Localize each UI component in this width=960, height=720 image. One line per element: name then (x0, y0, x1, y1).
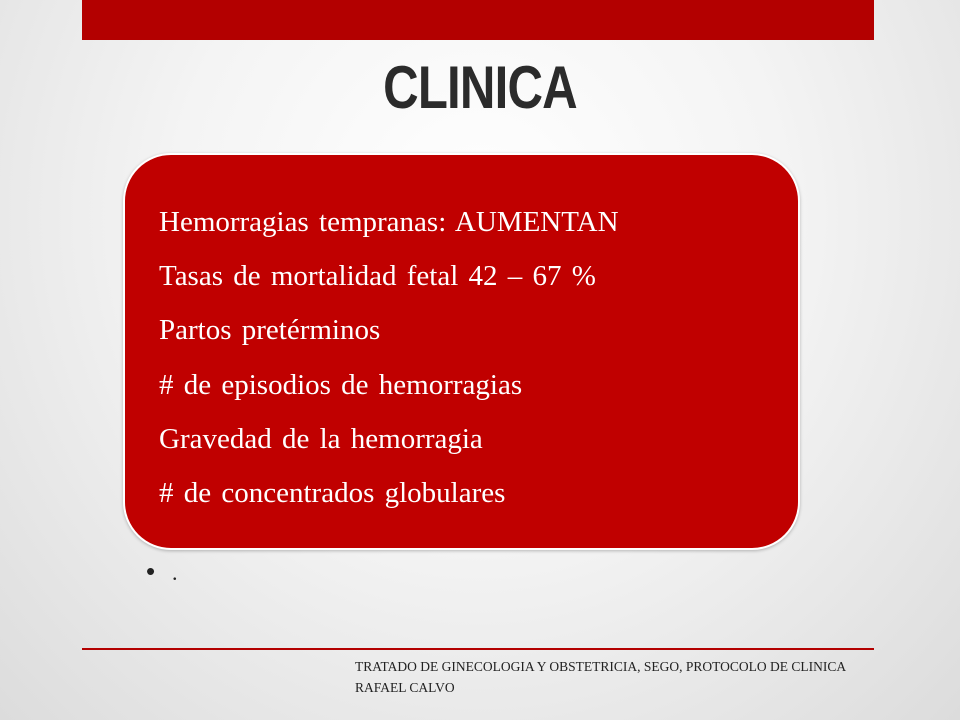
list-item: Tasas de mortalidad fetal 42 – 67 % (159, 260, 596, 293)
top-accent-bar (82, 0, 874, 40)
list-item: # de concentrados globulares (159, 477, 506, 510)
list-item: Partos pretérminos (159, 314, 381, 347)
content-list (159, 195, 619, 520)
footer-divider (82, 648, 874, 650)
bullet-text: . (172, 560, 178, 585)
bullet-icon: • (146, 556, 156, 586)
list-item: # de episodios de hemorragias (159, 368, 523, 401)
slide-title: CLINICA (383, 54, 577, 121)
list-item: Gravedad de la hemorragia (159, 422, 483, 455)
citation-text: TRATADO DE GINECOLOGIA Y OBSTETRICIA, SEGO, PROTOCOLO DE CLINICA RAFAEL CALVO (355, 659, 846, 695)
list-item: Hemorragias tempranas: AUMENTAN (159, 206, 619, 238)
content-box (123, 153, 800, 550)
